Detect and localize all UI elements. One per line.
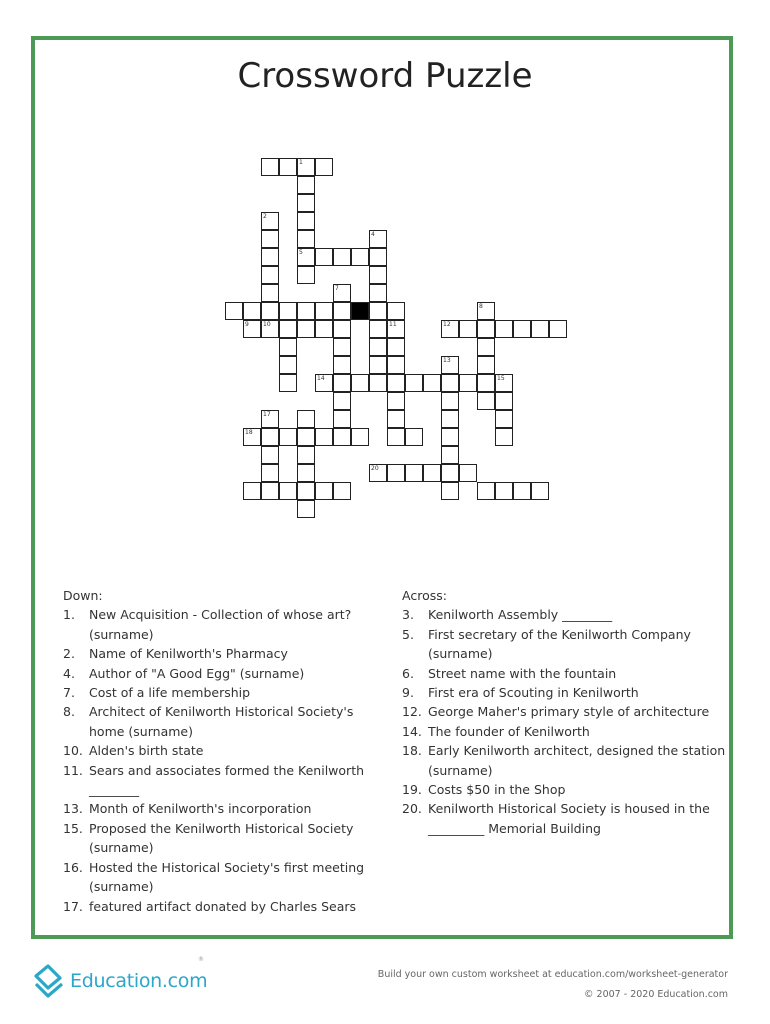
grid-cell[interactable] [297, 230, 315, 248]
grid-cell[interactable] [297, 176, 315, 194]
grid-cell[interactable] [477, 482, 495, 500]
registered-mark: ® [198, 956, 204, 963]
grid-cell[interactable] [369, 230, 387, 248]
grid-cell[interactable] [459, 464, 477, 482]
down-clue-list [63, 605, 383, 916]
grid-cell[interactable] [279, 338, 297, 356]
grid-cell[interactable] [495, 482, 513, 500]
grid-clue-number: 20 [371, 465, 379, 472]
grid-cell[interactable] [261, 302, 279, 320]
across-clue [402, 625, 732, 664]
down-clue-number: 7. [63, 685, 75, 701]
grid-clue-number: 13 [443, 357, 451, 364]
down-clue [63, 761, 383, 800]
down-clue [63, 702, 383, 741]
grid-cell[interactable] [315, 248, 333, 266]
grid-cell[interactable] [441, 428, 459, 446]
across-clue-text: Costs $50 in the Shop [428, 782, 566, 798]
across-clue [402, 683, 732, 702]
grid-cell[interactable] [261, 212, 279, 230]
grid-cell[interactable] [297, 500, 315, 518]
grid-cell[interactable] [387, 428, 405, 446]
grid-cell[interactable] [441, 392, 459, 410]
down-clues [63, 586, 383, 916]
grid-cell[interactable] [369, 302, 387, 320]
down-clue [63, 664, 383, 683]
across-clue-text: The founder of Kenilworth [428, 723, 590, 739]
grid-cell[interactable] [333, 482, 351, 500]
grid-cell[interactable] [261, 410, 279, 428]
grid-cell[interactable] [351, 374, 369, 392]
grid-cell[interactable] [495, 392, 513, 410]
down-clue-text: Alden's birth state [89, 743, 204, 759]
across-clue-number: 3. [402, 607, 414, 623]
down-clue [63, 683, 383, 702]
across-clue-list [402, 605, 732, 838]
down-clue-number: 4. [63, 665, 75, 681]
grid-cell[interactable] [387, 410, 405, 428]
down-clue-text: featured artifact donated by Charles Sears [89, 898, 357, 914]
across-clue-text: Street name with the fountain [428, 665, 617, 681]
grid-cell[interactable] [333, 356, 351, 374]
across-clue-text: Kenilworth Assembly ________ [428, 607, 613, 623]
grid-cell[interactable] [297, 446, 315, 464]
grid-cell[interactable] [477, 392, 495, 410]
grid-cell[interactable] [243, 428, 261, 446]
grid-clue-number: 9 [245, 321, 249, 328]
grid-cell[interactable] [477, 320, 495, 338]
grid-clue-number: 17 [263, 411, 271, 418]
grid-cell[interactable] [369, 464, 387, 482]
grid-cell[interactable] [441, 482, 459, 500]
grid-cell[interactable] [261, 230, 279, 248]
across-clues [402, 586, 732, 838]
grid-cell[interactable] [387, 392, 405, 410]
grid-cell[interactable] [261, 266, 279, 284]
grid-clue-number: 5 [299, 249, 303, 256]
grid-cell[interactable] [405, 428, 423, 446]
grid-cell[interactable] [261, 446, 279, 464]
down-clue [63, 858, 383, 897]
grid-cell[interactable] [441, 446, 459, 464]
brand-name: Education.com [70, 970, 208, 992]
grid-cell[interactable] [531, 482, 549, 500]
grid-cell[interactable] [513, 482, 531, 500]
grid-cell[interactable] [387, 374, 405, 392]
grid-cell[interactable] [369, 266, 387, 284]
across-clue-number: 5. [402, 626, 414, 642]
across-clue-number: 19. [402, 782, 422, 798]
grid-clue-number: 1 [299, 159, 303, 166]
grid-cell[interactable] [279, 158, 297, 176]
grid-cell[interactable] [279, 320, 297, 338]
grid-cell[interactable] [441, 356, 459, 374]
grid-cell[interactable] [441, 464, 459, 482]
down-clue [63, 741, 383, 760]
across-clue [402, 605, 732, 624]
grid-cell[interactable] [297, 302, 315, 320]
grid-cell[interactable] [369, 284, 387, 302]
down-clue-text: Hosted the Historical Society's first meeting (surname) [89, 859, 365, 895]
across-clue [402, 664, 732, 683]
across-clue-number: 12. [402, 704, 422, 720]
grid-cell[interactable] [261, 248, 279, 266]
grid-cell[interactable] [297, 266, 315, 284]
grid-cell[interactable] [387, 464, 405, 482]
grid-cell[interactable] [261, 482, 279, 500]
grid-cell[interactable] [261, 284, 279, 302]
across-clue-number: 9. [402, 685, 414, 701]
grid-cell[interactable] [297, 428, 315, 446]
across-clue-number: 20. [402, 801, 422, 817]
grid-cell[interactable] [387, 320, 405, 338]
down-clue-number: 2. [63, 646, 75, 662]
grid-clue-number: 10 [263, 321, 271, 328]
education-logo[interactable] [32, 956, 208, 1002]
grid-cell[interactable] [441, 374, 459, 392]
grid-cell[interactable] [441, 410, 459, 428]
grid-cell[interactable] [297, 320, 315, 338]
grid-clue-number: 12 [443, 321, 451, 328]
footer-copyright: © 2007 - 2020 Education.com [584, 989, 728, 1000]
grid-cell[interactable] [333, 248, 351, 266]
grid-cell[interactable] [297, 248, 315, 266]
across-clue-text: First secretary of the Kenilworth Company (surname) [428, 626, 691, 662]
grid-clue-number: 7 [335, 285, 339, 292]
down-clue-number: 13. [63, 801, 83, 817]
page-title: Crossword Puzzle [237, 56, 533, 96]
grid-cell[interactable] [279, 428, 297, 446]
down-clue-text: Name of Kenilworth's Pharmacy [89, 646, 288, 662]
down-clue-text: Architect of Kenilworth Historical Society's home (surname) [89, 704, 354, 739]
down-clue [63, 897, 383, 916]
across-heading: Across: [402, 588, 447, 603]
grid-cell[interactable] [495, 428, 513, 446]
grid-cell[interactable] [279, 374, 297, 392]
down-clue [63, 605, 383, 644]
grid-clue-number: 14 [317, 375, 325, 382]
grid-cell[interactable] [261, 320, 279, 338]
education-logo-icon [32, 962, 68, 1002]
grid-cell[interactable] [243, 320, 261, 338]
footer-tagline: Build your own custom worksheet at education.com/worksheet-generator [377, 969, 728, 980]
grid-cell[interactable] [297, 410, 315, 428]
grid-cell[interactable] [333, 284, 351, 302]
down-clue-number: 10. [63, 743, 83, 759]
grid-cell[interactable] [405, 374, 423, 392]
grid-cell[interactable] [495, 410, 513, 428]
grid-cell[interactable] [333, 428, 351, 446]
down-clue-number: 16. [63, 859, 83, 875]
grid-cell[interactable] [225, 302, 243, 320]
grid-cell[interactable] [279, 482, 297, 500]
grid-cell[interactable] [441, 320, 459, 338]
down-clue-text: Sears and associates formed the Kenilworth ________ [89, 762, 365, 798]
down-clue-text: Proposed the Kenilworth Historical Society (surname) [89, 820, 354, 856]
grid-cell[interactable] [297, 194, 315, 212]
grid-cell[interactable] [351, 248, 369, 266]
grid-cell[interactable] [477, 356, 495, 374]
grid-clue-number: 15 [497, 375, 505, 382]
down-clue [63, 644, 383, 663]
grid-cell[interactable] [315, 482, 333, 500]
grid-cell[interactable] [459, 320, 477, 338]
grid-cell[interactable] [369, 374, 387, 392]
grid-cell[interactable] [495, 320, 513, 338]
grid-cell[interactable] [423, 374, 441, 392]
across-clue [402, 799, 732, 838]
down-clue-text: Month of Kenilworth's incorporation [89, 801, 312, 817]
grid-cell[interactable] [297, 482, 315, 500]
across-clue [402, 702, 732, 721]
grid-clue-number: 11 [389, 321, 397, 328]
grid-cell[interactable] [315, 158, 333, 176]
grid-cell[interactable] [513, 320, 531, 338]
down-clue [63, 799, 383, 818]
down-clue-number: 17. [63, 898, 83, 914]
grid-clue-number: 18 [245, 429, 253, 436]
grid-clue-number: 4 [371, 231, 375, 238]
grid-cell[interactable] [315, 320, 333, 338]
grid-cell[interactable] [477, 338, 495, 356]
grid-cell[interactable] [549, 320, 567, 338]
grid-cell[interactable] [531, 320, 549, 338]
grid-cell[interactable] [333, 410, 351, 428]
grid-cell[interactable] [495, 374, 513, 392]
grid-cell[interactable] [387, 356, 405, 374]
grid-block [351, 302, 369, 320]
grid-cell[interactable] [243, 482, 261, 500]
across-clue-number: 6. [402, 665, 414, 681]
grid-cell[interactable] [297, 212, 315, 230]
grid-cell[interactable] [423, 464, 441, 482]
down-clue-number: 11. [63, 762, 83, 778]
down-clue-number: 15. [63, 820, 83, 836]
grid-cell[interactable] [459, 374, 477, 392]
across-clue-text: Kenilworth Historical Society is housed in the _________ Memorial Building [428, 801, 710, 836]
grid-cell[interactable] [261, 464, 279, 482]
across-clue-number: 18. [402, 743, 422, 759]
grid-cell[interactable] [333, 392, 351, 410]
grid-cell[interactable] [333, 302, 351, 320]
across-clue [402, 780, 732, 799]
down-clue-number: 8. [63, 704, 75, 720]
grid-cell[interactable] [369, 320, 387, 338]
grid-cell[interactable] [243, 302, 261, 320]
down-clue-text: New Acquisition - Collection of whose art? (surname) [89, 607, 352, 642]
down-clue [63, 819, 383, 858]
grid-cell[interactable] [405, 464, 423, 482]
grid-cell[interactable] [297, 464, 315, 482]
down-heading: Down: [63, 588, 103, 603]
across-clue-text: George Maher's primary style of architecture [428, 704, 710, 720]
down-clue-text: Cost of a life membership [89, 685, 251, 701]
grid-cell[interactable] [297, 158, 315, 176]
grid-cell[interactable] [333, 374, 351, 392]
grid-cell[interactable] [315, 302, 333, 320]
across-clue [402, 741, 732, 780]
grid-cell[interactable] [333, 338, 351, 356]
grid-cell[interactable] [369, 356, 387, 374]
across-clue-text: First era of Scouting in Kenilworth [428, 685, 639, 701]
grid-cell[interactable] [369, 338, 387, 356]
grid-cell[interactable] [369, 248, 387, 266]
grid-cell[interactable] [477, 302, 495, 320]
down-clue-number: 1. [63, 607, 75, 623]
grid-cell[interactable] [279, 356, 297, 374]
grid-cell[interactable] [387, 302, 405, 320]
across-clue [402, 722, 732, 741]
grid-clue-number: 2 [263, 213, 267, 220]
grid-cell[interactable] [261, 428, 279, 446]
down-clue-text: Author of "A Good Egg" (surname) [89, 665, 305, 681]
grid-cell[interactable] [477, 374, 495, 392]
grid-clue-number: 8 [479, 303, 483, 310]
across-clue-text: Early Kenilworth architect, designed the station (surname) [428, 743, 726, 778]
grid-cell[interactable] [351, 428, 369, 446]
grid-cell[interactable] [333, 320, 351, 338]
grid-cell[interactable] [315, 428, 333, 446]
grid-cell[interactable] [387, 338, 405, 356]
grid-cell[interactable] [279, 302, 297, 320]
grid-cell[interactable] [315, 374, 333, 392]
grid-cell[interactable] [261, 158, 279, 176]
across-clue-number: 14. [402, 723, 422, 739]
